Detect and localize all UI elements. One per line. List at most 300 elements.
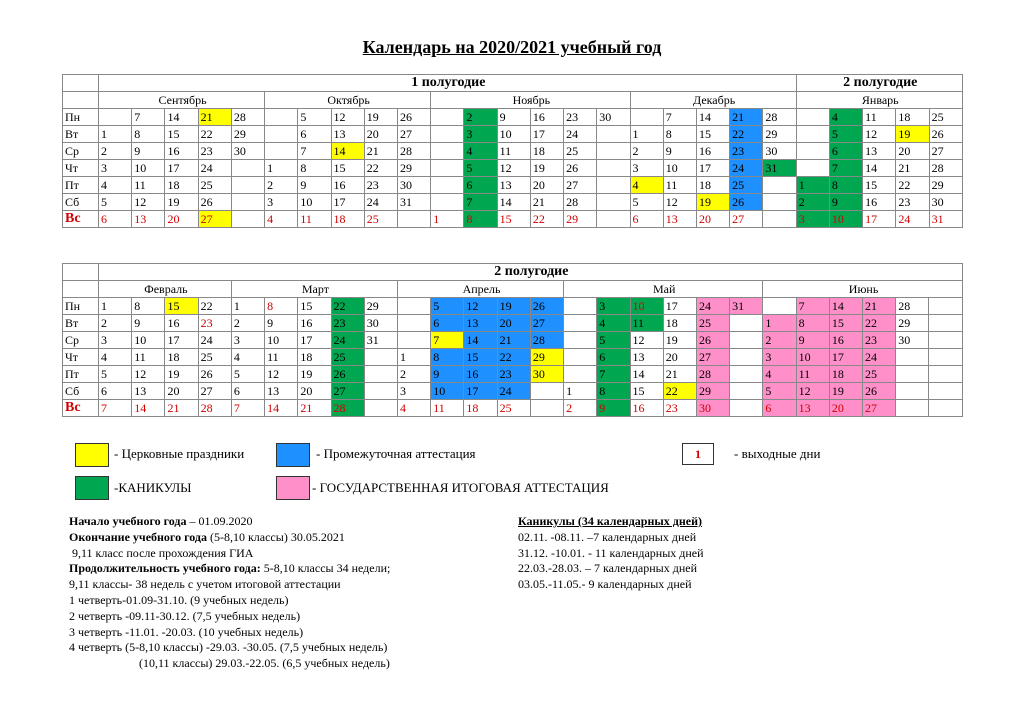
calendar-day-cell: 11 — [630, 315, 663, 332]
calendar-day-cell: 30 — [530, 366, 563, 383]
calendar-day-cell — [730, 315, 763, 332]
calendar-day-cell: 28 — [231, 109, 264, 126]
calendar-day-cell — [730, 366, 763, 383]
school-year-info — [69, 514, 390, 672]
start-label: Начало учебного года — [69, 514, 187, 528]
calendar-day-cell: 5 — [763, 383, 796, 400]
calendar-day-cell: 27 — [929, 143, 962, 160]
calendar-day-cell: 16 — [829, 332, 862, 349]
calendar-day-cell: 2 — [796, 194, 829, 211]
calendar-day-cell: 3 — [99, 160, 132, 177]
calendar-day-cell: 1 — [99, 126, 132, 143]
calendar-day-cell: 9 — [497, 109, 530, 126]
calendar-day-cell: 24 — [564, 126, 597, 143]
calendar-day-cell: 14 — [863, 160, 896, 177]
month-header: Май — [564, 281, 763, 298]
calendar-day-cell: 2 — [99, 315, 132, 332]
holiday-period-2: 31.12. -10.01. - 11 календарных дней — [518, 545, 704, 560]
calendar-day-cell: 13 — [663, 211, 696, 228]
calendar-day-cell: 19 — [497, 298, 530, 315]
calendar-day-cell: 27 — [564, 177, 597, 194]
calendar-day-cell — [397, 332, 430, 349]
calendar-day-cell: 29 — [564, 211, 597, 228]
calendar-day-cell: 2 — [99, 143, 132, 160]
calendar-day-cell: 16 — [298, 315, 331, 332]
calendar-day-cell: 17 — [331, 194, 364, 211]
calendar-day-cell: 25 — [863, 366, 896, 383]
calendar-day-cell — [597, 126, 630, 143]
calendar-day-cell: 4 — [464, 143, 497, 160]
calendar-day-cell: 22 — [530, 211, 563, 228]
calendar-day-cell: 2 — [231, 315, 264, 332]
calendar-day-cell: 31 — [730, 298, 763, 315]
calendar-day-cell: 2 — [397, 366, 430, 383]
calendar-day-cell: 30 — [231, 143, 264, 160]
calendar-day-cell: 31 — [763, 160, 796, 177]
calendar-day-cell: 2 — [265, 177, 298, 194]
calendar-day-cell: 14 — [331, 143, 364, 160]
calendar-day-cell: 7 — [464, 194, 497, 211]
calendar-day-cell — [730, 349, 763, 366]
calendar-day-cell: 18 — [696, 177, 729, 194]
calendar-day-cell: 25 — [198, 349, 231, 366]
calendar-day-cell: 19 — [165, 194, 198, 211]
calendar-day-cell: 26 — [198, 366, 231, 383]
calendar-day-cell: 5 — [597, 332, 630, 349]
calendar-day-cell: 12 — [464, 298, 497, 315]
calendar-day-cell — [763, 298, 796, 315]
calendar-day-cell: 4 — [829, 109, 862, 126]
calendar-day-cell — [265, 126, 298, 143]
calendar-day-cell: 28 — [763, 109, 796, 126]
calendar-day-cell: 24 — [896, 211, 929, 228]
calendar-day-cell — [564, 332, 597, 349]
calendar-day-cell — [564, 315, 597, 332]
calendar-day-cell: 15 — [696, 126, 729, 143]
calendar-day-cell: 10 — [132, 332, 165, 349]
calendar-day-cell: 1 — [231, 298, 264, 315]
calendar-day-cell: 29 — [896, 315, 929, 332]
calendar-day-cell: 20 — [165, 383, 198, 400]
calendar-day-cell: 3 — [763, 349, 796, 366]
calendar-day-cell: 23 — [331, 315, 364, 332]
calendar-day-cell: 11 — [265, 349, 298, 366]
legend-swatch-gia — [276, 476, 310, 500]
calendar-day-cell: 3 — [99, 332, 132, 349]
calendar-day-cell: 1 — [431, 211, 464, 228]
calendar-day-cell: 10 — [431, 383, 464, 400]
calendar-day-cell: 11 — [132, 177, 165, 194]
calendar-day-cell: 21 — [730, 109, 763, 126]
calendar-day-cell: 9 — [132, 143, 165, 160]
calendar-day-cell: 4 — [265, 211, 298, 228]
calendar-day-cell: 1 — [763, 315, 796, 332]
calendar-day-cell: 12 — [497, 160, 530, 177]
calendar-day-cell — [896, 349, 929, 366]
calendar-day-cell: 11 — [663, 177, 696, 194]
calendar-day-cell: 13 — [863, 143, 896, 160]
quarter-3: 3 четверть -11.01. -20.03. (10 учебных недель) — [69, 624, 304, 639]
calendar-day-cell: 22 — [896, 177, 929, 194]
calendar-day-cell: 19 — [298, 366, 331, 383]
calendar-day-cell: 6 — [829, 143, 862, 160]
calendar-day-cell: 12 — [132, 366, 165, 383]
calendar-day-cell: 13 — [331, 126, 364, 143]
month-header: Сентябрь — [99, 92, 265, 109]
calendar-day-cell: 20 — [896, 143, 929, 160]
duration-value: 5-8,10 классы 34 недели; — [260, 561, 391, 576]
calendar-day-cell: 2 — [464, 109, 497, 126]
holiday-period-1: 02.11. -08.11. –7 календарных дней — [518, 529, 697, 544]
month-header: Июнь — [763, 281, 962, 298]
table-row — [63, 126, 963, 143]
calendar-day-cell: 27 — [730, 211, 763, 228]
day-label: Чт — [63, 349, 99, 366]
month-header: Март — [231, 281, 397, 298]
duration-note: 9,11 классы- 38 недель с учетом итоговой аттестации — [69, 577, 341, 592]
calendar-day-cell: 27 — [198, 383, 231, 400]
calendar-day-cell: 28 — [564, 194, 597, 211]
calendar-day-cell: 24 — [730, 160, 763, 177]
calendar-day-cell: 30 — [597, 109, 630, 126]
calendar-day-cell: 3 — [397, 383, 430, 400]
calendar-day-cell: 20 — [829, 400, 862, 417]
table-row — [63, 349, 963, 366]
calendar-day-cell: 20 — [663, 349, 696, 366]
calendar-day-cell: 16 — [630, 400, 663, 417]
legend-gia-label: - ГОСУДАРСТВЕННАЯ ИТОГОВАЯ АТТЕСТАЦИЯ — [312, 480, 609, 495]
calendar-day-cell — [530, 383, 563, 400]
calendar-day-cell — [896, 383, 929, 400]
corner-cell — [63, 75, 99, 92]
calendar-day-cell: 27 — [331, 383, 364, 400]
calendar-day-cell: 10 — [630, 298, 663, 315]
corner-cell — [63, 92, 99, 109]
end-note: 9,11 класс после прохождения ГИА — [72, 545, 254, 560]
calendar-day-cell: 7 — [597, 366, 630, 383]
calendar-day-cell: 17 — [863, 211, 896, 228]
calendar-day-cell — [929, 383, 962, 400]
calendar-day-cell: 20 — [364, 126, 397, 143]
calendar-day-cell: 21 — [198, 109, 231, 126]
calendar-day-cell: 30 — [763, 143, 796, 160]
calendar-day-cell: 5 — [99, 194, 132, 211]
calendar-day-cell — [431, 143, 464, 160]
calendar-day-cell: 26 — [863, 383, 896, 400]
calendar-day-cell — [929, 366, 962, 383]
calendar-day-cell: 14 — [464, 332, 497, 349]
calendar-day-cell: 3 — [265, 194, 298, 211]
calendar-day-cell — [763, 211, 796, 228]
calendar-day-cell: 7 — [796, 298, 829, 315]
month-header: Апрель — [397, 281, 563, 298]
day-label: Пт — [63, 366, 99, 383]
calendar-day-cell: 21 — [298, 400, 331, 417]
calendar-day-cell: 4 — [597, 315, 630, 332]
calendar-day-cell: 29 — [696, 383, 729, 400]
calendar-day-cell: 18 — [829, 366, 862, 383]
calendar-day-cell: 10 — [497, 126, 530, 143]
calendar-day-cell: 22 — [730, 126, 763, 143]
calendar-day-cell: 5 — [99, 366, 132, 383]
calendar-day-cell: 28 — [929, 160, 962, 177]
calendar-day-cell: 3 — [796, 211, 829, 228]
calendar-day-cell: 15 — [630, 383, 663, 400]
calendar-day-cell: 15 — [497, 211, 530, 228]
calendar-day-cell: 12 — [331, 109, 364, 126]
table-row — [63, 160, 963, 177]
calendar-day-cell: 23 — [863, 332, 896, 349]
calendar-day-cell: 6 — [763, 400, 796, 417]
day-label: Ср — [63, 143, 99, 160]
calendar-day-cell: 9 — [663, 143, 696, 160]
calendar-day-cell: 26 — [198, 194, 231, 211]
calendar-day-cell: 22 — [364, 160, 397, 177]
table-row — [63, 315, 963, 332]
calendar-day-cell: 4 — [763, 366, 796, 383]
calendar-day-cell: 12 — [265, 366, 298, 383]
calendar-day-cell: 25 — [696, 315, 729, 332]
calendar-day-cell: 25 — [929, 109, 962, 126]
calendar-day-cell: 7 — [132, 109, 165, 126]
calendar-day-cell: 17 — [829, 349, 862, 366]
calendar-day-cell: 26 — [530, 298, 563, 315]
calendar-day-cell: 3 — [630, 160, 663, 177]
calendar-day-cell: 8 — [829, 177, 862, 194]
month-header: Декабрь — [630, 92, 796, 109]
calendar-day-cell: 18 — [530, 143, 563, 160]
calendar-day-cell: 12 — [663, 194, 696, 211]
month-header: Ноябрь — [431, 92, 630, 109]
calendar-day-cell: 13 — [464, 315, 497, 332]
calendar-day-cell: 7 — [231, 400, 264, 417]
calendar-day-cell: 21 — [165, 400, 198, 417]
month-header: Февраль — [99, 281, 232, 298]
table-row — [63, 400, 963, 417]
legend-holidays-label: -КАНИКУЛЫ — [114, 480, 192, 495]
calendar-day-cell: 2 — [763, 332, 796, 349]
calendar-day-cell: 23 — [198, 143, 231, 160]
calendar-day-cell: 9 — [265, 315, 298, 332]
calendar-day-cell: 19 — [165, 366, 198, 383]
calendar-day-cell: 21 — [896, 160, 929, 177]
calendar-day-cell: 13 — [265, 383, 298, 400]
calendar-day-cell: 4 — [99, 349, 132, 366]
calendar-day-cell: 14 — [829, 298, 862, 315]
calendar-day-cell: 12 — [630, 332, 663, 349]
day-label: Чт — [63, 160, 99, 177]
calendar-day-cell: 3 — [464, 126, 497, 143]
legend-swatch-attestation — [276, 443, 310, 467]
calendar-day-cell: 4 — [231, 349, 264, 366]
calendar-table-first — [62, 74, 963, 228]
calendar-day-cell: 31 — [364, 332, 397, 349]
calendar-day-cell: 24 — [696, 298, 729, 315]
calendar-day-cell: 27 — [397, 126, 430, 143]
calendar-day-cell: 29 — [530, 349, 563, 366]
calendar-day-cell: 8 — [298, 160, 331, 177]
calendar-day-cell: 12 — [796, 383, 829, 400]
calendar-day-cell: 23 — [497, 366, 530, 383]
calendar-day-cell — [796, 126, 829, 143]
calendar-day-cell: 21 — [663, 366, 696, 383]
calendar-day-cell: 7 — [99, 400, 132, 417]
calendar-day-cell: 28 — [397, 143, 430, 160]
table-row — [63, 298, 963, 315]
calendar-day-cell — [597, 211, 630, 228]
calendar-day-cell: 20 — [696, 211, 729, 228]
calendar-day-cell: 14 — [132, 400, 165, 417]
calendar-day-cell: 7 — [431, 332, 464, 349]
calendar-day-cell: 6 — [99, 211, 132, 228]
calendar-day-cell — [431, 177, 464, 194]
day-label: Вт — [63, 315, 99, 332]
table-row — [63, 366, 963, 383]
calendar-day-cell: 28 — [696, 366, 729, 383]
day-label: Ср — [63, 332, 99, 349]
quarter-4-senior: (10,11 классы) 29.03.-22.05. (6,5 учебных недель) — [139, 656, 390, 671]
calendar-day-cell: 27 — [863, 400, 896, 417]
legend-swatch-church — [75, 443, 109, 467]
calendar-day-cell: 16 — [331, 177, 364, 194]
calendar-day-cell: 6 — [298, 126, 331, 143]
calendar-day-cell: 19 — [663, 332, 696, 349]
day-label: Вс — [63, 400, 99, 417]
holidays-heading: Каникулы (34 календарных дней) — [518, 514, 702, 528]
calendar-day-cell: 22 — [198, 126, 231, 143]
calendar-day-cell — [431, 160, 464, 177]
table-row — [63, 143, 963, 160]
calendar-day-cell: 26 — [929, 126, 962, 143]
legend-church-label: - Церковные праздники — [114, 446, 245, 461]
calendar-day-cell: 29 — [763, 126, 796, 143]
calendar-day-cell — [231, 160, 264, 177]
legend-dayoff-label: - выходные дни — [734, 446, 821, 461]
calendar-table-second — [62, 263, 963, 417]
calendar-day-cell: 5 — [298, 109, 331, 126]
duration-label: Продолжительность учебного года: — [69, 561, 261, 576]
calendar-day-cell — [796, 109, 829, 126]
calendar-day-cell: 23 — [198, 315, 231, 332]
calendar-day-cell: 9 — [597, 400, 630, 417]
calendar-day-cell: 10 — [265, 332, 298, 349]
day-label: Вс — [63, 211, 99, 228]
page-title: Календарь на 2020/2021 учебный год — [362, 37, 662, 57]
calendar-day-cell: 10 — [298, 194, 331, 211]
calendar-day-cell: 9 — [829, 194, 862, 211]
calendar-day-cell: 11 — [298, 211, 331, 228]
calendar-day-cell: 13 — [630, 349, 663, 366]
calendar-day-cell: 18 — [896, 109, 929, 126]
calendar-day-cell: 6 — [431, 315, 464, 332]
calendar-day-cell: 4 — [397, 400, 430, 417]
calendar-day-cell — [597, 143, 630, 160]
calendar-day-cell: 15 — [165, 126, 198, 143]
calendar-day-cell — [929, 298, 962, 315]
calendar-day-cell — [397, 211, 430, 228]
calendar-day-cell: 31 — [397, 194, 430, 211]
calendar-day-cell: 27 — [198, 211, 231, 228]
calendar-day-cell: 24 — [497, 383, 530, 400]
calendar-day-cell: 28 — [896, 298, 929, 315]
calendar-day-cell: 3 — [231, 332, 264, 349]
calendar-day-cell: 13 — [132, 211, 165, 228]
calendar-day-cell: 17 — [464, 383, 497, 400]
calendar-day-cell: 2 — [564, 400, 597, 417]
calendar-day-cell — [231, 177, 264, 194]
calendar-day-cell: 25 — [331, 349, 364, 366]
holiday-period-3: 22.03.-28.03. – 7 календарных дней — [518, 561, 698, 576]
calendar-day-cell — [730, 332, 763, 349]
calendar-day-cell: 24 — [198, 332, 231, 349]
calendar-day-cell: 14 — [630, 366, 663, 383]
calendar-day-cell: 18 — [165, 177, 198, 194]
calendar-day-cell — [231, 194, 264, 211]
calendar-day-cell — [564, 366, 597, 383]
calendar-day-cell: 19 — [696, 194, 729, 211]
calendar-day-cell: 7 — [829, 160, 862, 177]
calendar-day-cell — [431, 126, 464, 143]
calendar-day-cell — [231, 211, 264, 228]
calendar-day-cell — [763, 177, 796, 194]
calendar-day-cell — [929, 332, 962, 349]
calendar-day-cell: 30 — [896, 332, 929, 349]
calendar-day-cell: 8 — [597, 383, 630, 400]
calendar-day-cell: 18 — [663, 315, 696, 332]
calendar-day-cell — [364, 349, 397, 366]
calendar-day-cell: 31 — [929, 211, 962, 228]
calendar-day-cell: 7 — [663, 109, 696, 126]
calendar-day-cell: 17 — [298, 332, 331, 349]
calendar-day-cell: 17 — [663, 298, 696, 315]
calendar-day-cell: 30 — [696, 400, 729, 417]
legend-dayoff-sample: 1 — [682, 443, 714, 465]
calendar-day-cell: 1 — [265, 160, 298, 177]
calendar-day-cell: 4 — [630, 177, 663, 194]
calendar-day-cell: 5 — [231, 366, 264, 383]
calendar-day-cell: 8 — [464, 211, 497, 228]
calendar-day-cell: 13 — [796, 400, 829, 417]
calendar-day-cell — [929, 349, 962, 366]
calendar-day-cell: 1 — [564, 383, 597, 400]
calendar-day-cell — [763, 194, 796, 211]
calendar-day-cell: 15 — [863, 177, 896, 194]
calendar-day-cell — [796, 160, 829, 177]
calendar-day-cell: 25 — [730, 177, 763, 194]
calendar-day-cell: 11 — [863, 109, 896, 126]
day-label: Пт — [63, 177, 99, 194]
calendar-day-cell: 20 — [165, 211, 198, 228]
calendar-day-cell: 14 — [265, 400, 298, 417]
calendar-day-cell: 23 — [896, 194, 929, 211]
calendar-day-cell: 11 — [431, 400, 464, 417]
calendar-day-cell: 28 — [530, 332, 563, 349]
legend-swatch-holidays — [75, 476, 109, 500]
legend-attestation-label: - Промежуточная аттестация — [316, 446, 476, 461]
start-value: – 01.09.2020 — [186, 514, 253, 528]
calendar-day-cell: 16 — [165, 315, 198, 332]
month-header: Январь — [796, 92, 962, 109]
calendar-day-cell — [896, 366, 929, 383]
calendar-day-cell: 29 — [364, 298, 397, 315]
calendar-day-cell: 16 — [863, 194, 896, 211]
calendar-day-cell: 26 — [696, 332, 729, 349]
holidays-info — [518, 514, 704, 593]
calendar-day-cell: 10 — [132, 160, 165, 177]
calendar-day-cell: 19 — [364, 109, 397, 126]
day-label: Сб — [63, 194, 99, 211]
calendar-day-cell — [896, 400, 929, 417]
